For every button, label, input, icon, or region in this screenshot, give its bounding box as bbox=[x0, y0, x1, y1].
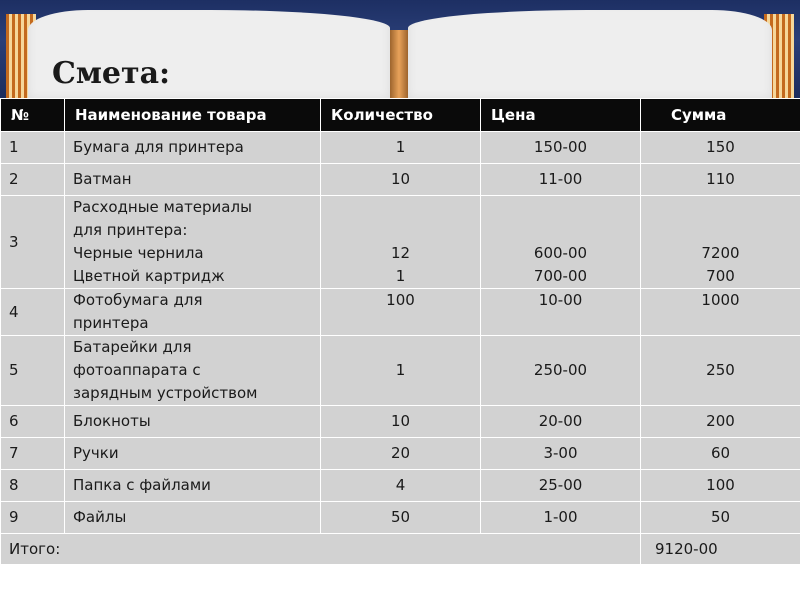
quantity-line bbox=[329, 336, 472, 359]
row-number: 3 bbox=[1, 196, 65, 289]
quantity bbox=[321, 289, 481, 336]
product-name-line: Ручки bbox=[73, 444, 119, 462]
header-quantity: Количество bbox=[321, 99, 481, 132]
estimate-table bbox=[0, 98, 800, 565]
quantity-line bbox=[329, 312, 472, 335]
sum-line bbox=[649, 336, 792, 359]
row-number: 5 bbox=[1, 336, 65, 406]
product-name bbox=[65, 406, 321, 438]
sum-line: 150 bbox=[706, 138, 735, 156]
product-name-line: Блокноты bbox=[73, 412, 151, 430]
price-line bbox=[489, 312, 632, 335]
product-name bbox=[65, 132, 321, 164]
sum bbox=[641, 502, 800, 534]
product-name-line: Файлы bbox=[73, 508, 127, 526]
product-name-line: Цветной картридж bbox=[73, 267, 225, 285]
product-name bbox=[65, 196, 321, 289]
header-number: № bbox=[1, 99, 65, 132]
row-number: 7 bbox=[1, 438, 65, 470]
sum bbox=[641, 438, 800, 470]
sum bbox=[641, 289, 800, 336]
page-title: Смета: bbox=[52, 56, 171, 91]
price bbox=[481, 132, 641, 164]
sum bbox=[641, 164, 800, 196]
sum-line bbox=[649, 196, 792, 219]
product-name-line: принтера bbox=[73, 314, 149, 332]
table-row bbox=[1, 196, 800, 289]
product-name-line: зарядным устройством bbox=[73, 384, 258, 402]
product-name-line: Фотобумага для bbox=[73, 291, 203, 309]
price-line bbox=[489, 196, 632, 219]
product-name-line: Черные чернила bbox=[73, 244, 204, 262]
product-name bbox=[65, 470, 321, 502]
sum-line: 1000 bbox=[701, 291, 740, 309]
quantity-line: 1 bbox=[395, 361, 406, 379]
sum-line bbox=[649, 382, 792, 405]
header-product-name: Наименование товара bbox=[65, 99, 321, 132]
quantity bbox=[321, 438, 481, 470]
quantity-line: 12 bbox=[390, 244, 411, 262]
sum-line: 50 bbox=[710, 508, 731, 526]
product-name bbox=[65, 289, 321, 336]
row-number: 8 bbox=[1, 470, 65, 502]
price-line: 10-00 bbox=[538, 291, 583, 309]
table-header-row bbox=[1, 99, 800, 132]
price-line: 150-00 bbox=[533, 138, 588, 156]
price-line: 3-00 bbox=[543, 444, 578, 462]
book-page-right bbox=[408, 10, 772, 105]
row-number: 9 bbox=[1, 502, 65, 534]
price-line: 1-00 bbox=[543, 508, 578, 526]
price bbox=[481, 289, 641, 336]
sum bbox=[641, 196, 800, 289]
price bbox=[481, 438, 641, 470]
product-name-line: Ватман bbox=[73, 170, 132, 188]
sum-line: 100 bbox=[706, 476, 735, 494]
price-line: 11-00 bbox=[538, 170, 583, 188]
sum-line: 7200 bbox=[701, 244, 740, 262]
price-line: 25-00 bbox=[538, 476, 583, 494]
price bbox=[481, 502, 641, 534]
quantity-line bbox=[329, 196, 472, 219]
quantity bbox=[321, 470, 481, 502]
table-row bbox=[1, 132, 800, 164]
table-row bbox=[1, 336, 800, 406]
row-number: 2 bbox=[1, 164, 65, 196]
table-row bbox=[1, 438, 800, 470]
sum bbox=[641, 470, 800, 502]
header-sum: Сумма bbox=[641, 99, 800, 132]
quantity bbox=[321, 132, 481, 164]
price-line: 700-00 bbox=[533, 267, 588, 285]
sum-line bbox=[649, 219, 792, 242]
total-row bbox=[1, 534, 800, 565]
product-name-line: Батарейки для bbox=[73, 338, 192, 356]
quantity-line: 4 bbox=[395, 476, 406, 494]
quantity bbox=[321, 502, 481, 534]
product-name-line: Расходные материалы bbox=[73, 198, 252, 216]
quantity-line: 10 bbox=[390, 170, 411, 188]
product-name bbox=[65, 438, 321, 470]
product-name-line: для принтера: bbox=[73, 221, 188, 239]
row-number: 4 bbox=[1, 289, 65, 336]
table-row bbox=[1, 406, 800, 438]
price-line: 600-00 bbox=[533, 244, 588, 262]
sum-line: 60 bbox=[710, 444, 731, 462]
sum-line: 200 bbox=[706, 412, 735, 430]
product-name-line: Папка с файлами bbox=[73, 476, 211, 494]
price-line: 250-00 bbox=[533, 361, 588, 379]
price-line bbox=[489, 219, 632, 242]
quantity-line: 10 bbox=[390, 412, 411, 430]
total-label: Итого: bbox=[1, 534, 641, 565]
price-line bbox=[489, 336, 632, 359]
product-name bbox=[65, 164, 321, 196]
price bbox=[481, 470, 641, 502]
quantity bbox=[321, 406, 481, 438]
sum-line: 250 bbox=[706, 361, 735, 379]
sum bbox=[641, 336, 800, 406]
sum-line: 110 bbox=[706, 170, 735, 188]
header-price: Цена bbox=[481, 99, 641, 132]
quantity-line bbox=[329, 382, 472, 405]
price-line bbox=[489, 382, 632, 405]
product-name bbox=[65, 502, 321, 534]
price bbox=[481, 164, 641, 196]
quantity-line: 100 bbox=[386, 291, 415, 309]
quantity-line: 1 bbox=[395, 267, 406, 285]
quantity-line bbox=[329, 219, 472, 242]
quantity bbox=[321, 336, 481, 406]
sum bbox=[641, 132, 800, 164]
row-number: 1 bbox=[1, 132, 65, 164]
product-name-line: фотоаппарата с bbox=[73, 361, 201, 379]
sum-line bbox=[649, 312, 792, 335]
product-name bbox=[65, 336, 321, 406]
table-row bbox=[1, 470, 800, 502]
table-row bbox=[1, 502, 800, 534]
price bbox=[481, 336, 641, 406]
sum bbox=[641, 406, 800, 438]
row-number: 6 bbox=[1, 406, 65, 438]
quantity bbox=[321, 196, 481, 289]
quantity-line: 50 bbox=[390, 508, 411, 526]
quantity bbox=[321, 164, 481, 196]
price bbox=[481, 196, 641, 289]
product-name-line: Бумага для принтера bbox=[73, 138, 244, 156]
total-value: 9120-00 bbox=[641, 534, 800, 565]
price-line: 20-00 bbox=[538, 412, 583, 430]
price bbox=[481, 406, 641, 438]
table-row bbox=[1, 164, 800, 196]
quantity-line: 20 bbox=[390, 444, 411, 462]
table-row bbox=[1, 289, 800, 336]
sum-line: 700 bbox=[706, 267, 735, 285]
quantity-line: 1 bbox=[395, 138, 406, 156]
